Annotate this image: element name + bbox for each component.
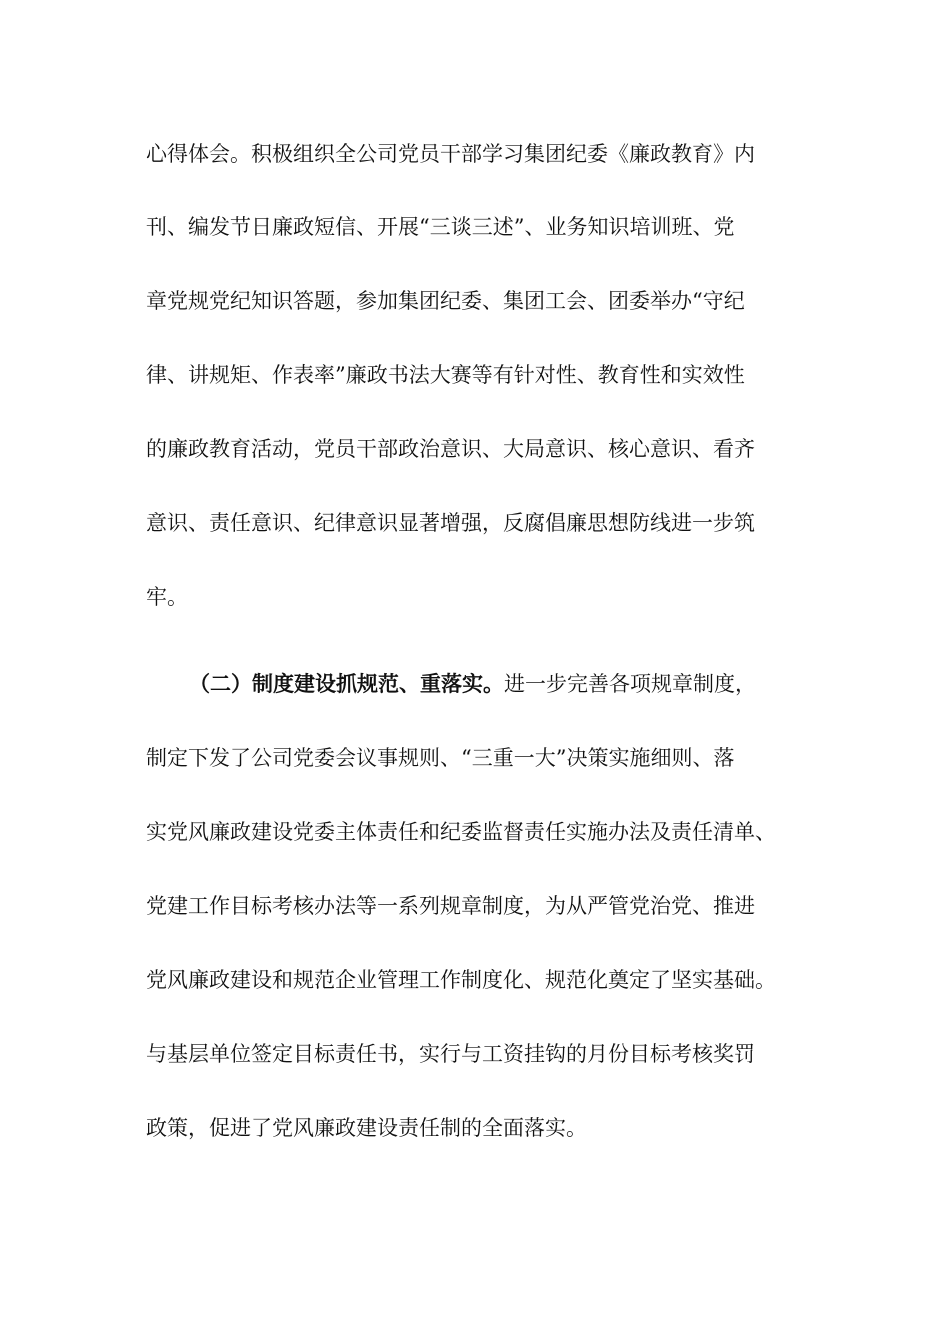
paragraph2-line-5: 党风廉政建设和规范企业管理工作制度化、规范化奠定了坚实基础。	[146, 968, 776, 992]
paragraph2-line-3: 实党风廉政建设党委主体责任和纪委监督责任实施办法及责任清单、	[146, 820, 776, 844]
paragraph2-first-line-text: 进一步完善各项规章制度，	[504, 672, 756, 696]
paragraph1-line-5: 的廉政教育活动，党员干部政治意识、大局意识、核心意识、看齐	[146, 437, 755, 461]
paragraph1-line-4: 律、讲规矩、作表率”廉政书法大赛等有针对性、教育性和实效性	[146, 363, 745, 387]
paragraph1-line-7: 牢。	[146, 585, 188, 609]
paragraph2-first-line	[189, 672, 756, 696]
paragraph1-line-3: 章党规党纪知识答题，参加集团纪委、集团工会、团委举办“守纪	[146, 289, 745, 313]
paragraph2-line-6: 与基层单位签定目标责任书，实行与工资挂钩的月份目标考核奖罚	[146, 1042, 755, 1066]
paragraph1-line-6: 意识、责任意识、纪律意识显著增强，反腐倡廉思想防线进一步筑	[146, 511, 755, 535]
paragraph1-line-2: 刊、编发节日廉政短信、开展“三谈三述”、业务知识培训班、党	[146, 215, 735, 239]
paragraph2-line-4: 党建工作目标考核办法等一系列规章制度，为从严管党治党、推进	[146, 894, 755, 918]
section-heading: （二）制度建设抓规范、重落实。	[189, 672, 504, 696]
paragraph1-line-1: 心得体会。积极组织全公司党员干部学习集团纪委《廉政教育》内	[146, 142, 755, 166]
paragraph2-line-2: 制定下发了公司党委会议事规则、“三重一大”决策实施细则、落	[146, 746, 735, 770]
paragraph2-line-7: 政策，促进了党风廉政建设责任制的全面落实。	[146, 1116, 587, 1140]
